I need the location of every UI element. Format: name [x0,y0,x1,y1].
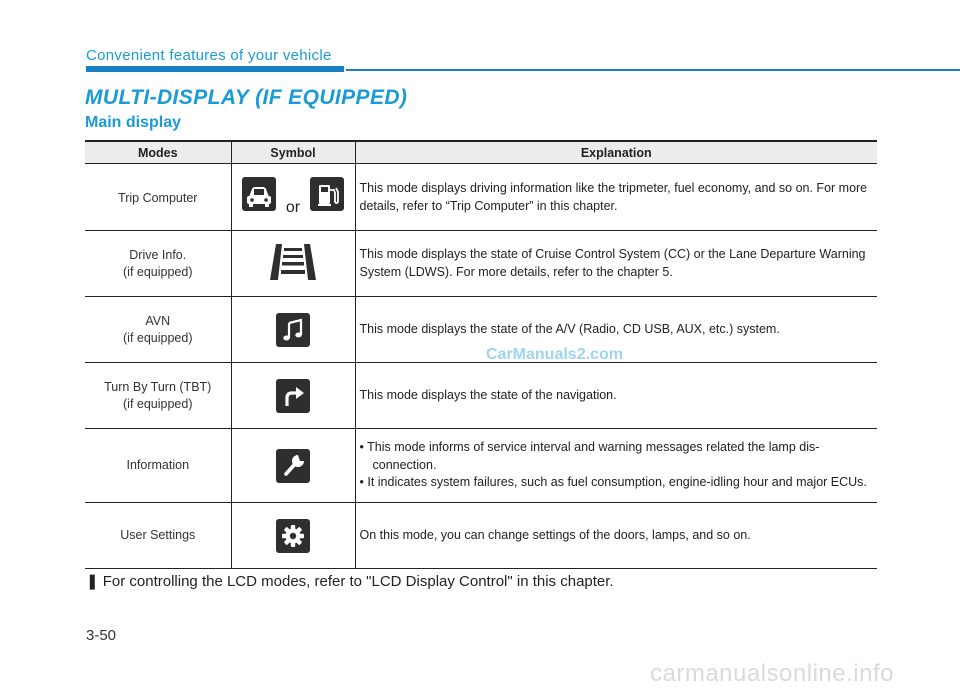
mode-cell [85,429,231,503]
section-header: Convenient features of your vehicle [86,47,332,64]
music-note-icon [276,313,310,347]
explanation-cell [355,231,877,297]
mode-cell [85,164,231,231]
mode-label: AVN [145,313,171,328]
lane-road-icon [258,242,328,282]
table-row-information [85,429,877,503]
explanation-bullet: • This mode informs of service interval and warning messages related the lamp dis-connection. [360,439,874,474]
mode-cell [85,231,231,297]
table-header-row [85,141,877,164]
watermark-text: CarManuals2.com [486,346,623,363]
symbol-cell [231,164,355,231]
explanation-cell [355,164,877,231]
symbol-cell [231,429,355,503]
explanation-cell [355,363,877,429]
subtitle: Main display [85,114,182,131]
symbol-cell [231,503,355,569]
table-row-user-settings [85,503,877,569]
mode-sublabel: (if equipped) [123,264,193,279]
explanation-cell [355,503,877,569]
mode-label: Trip Computer [118,191,198,205]
page-title: MULTI-DISPLAY (IF EQUIPPED) [85,86,408,109]
mode-label: User Settings [120,528,196,542]
mode-sublabel: (if equipped) [123,330,193,345]
table-row-drive-info [85,231,877,297]
explanation-text: This mode displays driving information like the tripmeter, fuel economy, and so on. For more details, refer to “Trip Computer” in this chapter. [359,181,868,213]
explanation-text: This mode displays the state of the A/V (Radio, CD USB, AUX, etc.) system. [359,321,780,336]
header-bar-thin [346,69,960,71]
explanation-list [360,439,874,492]
explanation-bullet: • It indicates system failures, such as fuel consumption, engine-idling hour and major ECUs. [360,474,874,492]
table-row-trip-computer [85,164,877,231]
site-watermark: carmanualsonline.info [650,660,894,687]
table-row-tbt [85,363,877,429]
car-icon [242,177,276,211]
mode-cell [85,503,231,569]
mode-cell [85,297,231,363]
symbol-cell [231,297,355,363]
symbol-cell [231,363,355,429]
page-number: 3-50 [86,627,117,644]
explanation-text: This mode displays the state of the navigation. [359,387,617,402]
modes-table [85,140,877,569]
gear-icon [276,519,310,553]
wrench-icon [276,449,310,483]
column-header-modes: Modes [85,141,231,164]
column-header-explanation: Explanation [355,141,877,164]
symbol-cell [231,231,355,297]
mode-label: Turn By Turn (TBT) [104,379,212,394]
mode-label: Drive Info. [129,247,187,262]
explanation-text: This mode displays the state of Cruise Control System (CC) or the Lane Departure Warning System (LDWS). For more details, refer to the chapter 5. [359,247,866,279]
mode-label: Information [126,458,190,472]
or-text: or [285,198,301,216]
fuel-pump-icon [310,177,344,211]
table-row-avn [85,297,877,363]
explanation-cell [355,429,877,503]
mode-cell [85,363,231,429]
column-header-symbol: Symbol [231,141,355,164]
mode-sublabel: (if equipped) [123,396,193,411]
explanation-text: On this mode, you can change settings of the doors, lamps, and so on. [359,527,751,542]
footnote: ❚ For controlling the LCD modes, refer to "LCD Display Control" in this chapter. [86,573,614,590]
header-bar-thick [86,66,344,72]
turn-arrow-icon [276,379,310,413]
